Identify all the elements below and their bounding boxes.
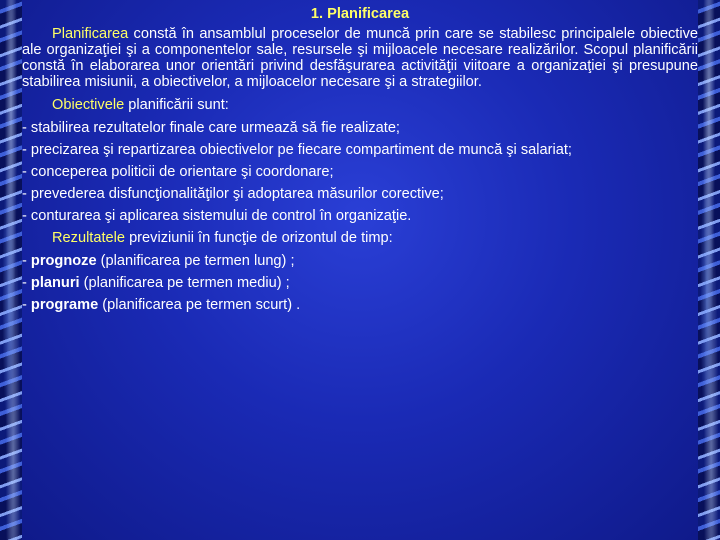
result-desc: (planificarea pe termen mediu) ; [79, 275, 290, 291]
result-prefix: - [22, 275, 31, 291]
result-desc: (planificarea pe termen lung) ; [96, 253, 295, 269]
result-desc: (planificarea pe termen scurt) . [98, 297, 301, 313]
result-item [22, 275, 698, 291]
result-term: programe [30, 297, 99, 313]
intro-paragraph [22, 26, 698, 90]
result-item [22, 253, 698, 269]
intro-term: Planificarea [52, 26, 129, 42]
intro-text: constă în ansamblul proceselor de muncă prin care se stabilesc principalele obiective ale organizaţiei şi a componentelor sale, resursele şi mijloacele necesare realizărilor. Scopul planificării constă în elaborarea unor orientări privind desfăşurarea activităţii viitoare a organizaţiei şi presupune stabilirea misiunii, a obiectivelor, a mijloacelor necesare şi a strategiilor. [22, 26, 698, 90]
result-prefix: - [22, 297, 31, 313]
objective-item: - precizarea şi repartizarea obiectivelor pe fiecare compartiment de muncă şi salariat; [22, 142, 572, 158]
slide-content [22, 6, 698, 319]
results-heading [22, 230, 698, 246]
results-term: Rezultatele [52, 230, 126, 246]
slide-title: 1. Planificarea [310, 6, 410, 22]
objectives-heading [22, 97, 698, 113]
result-prefix: - [22, 253, 31, 269]
objective-item: - conturarea şi aplicarea sistemului de control în organizaţie. [22, 208, 412, 224]
decorative-frame-left [0, 0, 22, 540]
objectives-term: Obiectivele [52, 97, 125, 113]
objective-item: - conceperea politicii de orientare şi coordonare; [22, 164, 334, 180]
result-term: planuri [30, 275, 80, 291]
objectives-text: planificării sunt: [124, 97, 229, 113]
objective-item: - prevederea disfuncţionalităţilor şi adoptarea măsurilor corective; [22, 186, 444, 202]
decorative-frame-right [698, 0, 720, 540]
slide [22, 0, 698, 540]
result-item [22, 297, 698, 313]
objective-item: - stabilirea rezultatelor finale care urmează să fie realizate; [22, 120, 400, 136]
result-term: prognoze [30, 253, 97, 269]
results-text: previziunii în funcţie de orizontul de timp: [125, 230, 393, 246]
